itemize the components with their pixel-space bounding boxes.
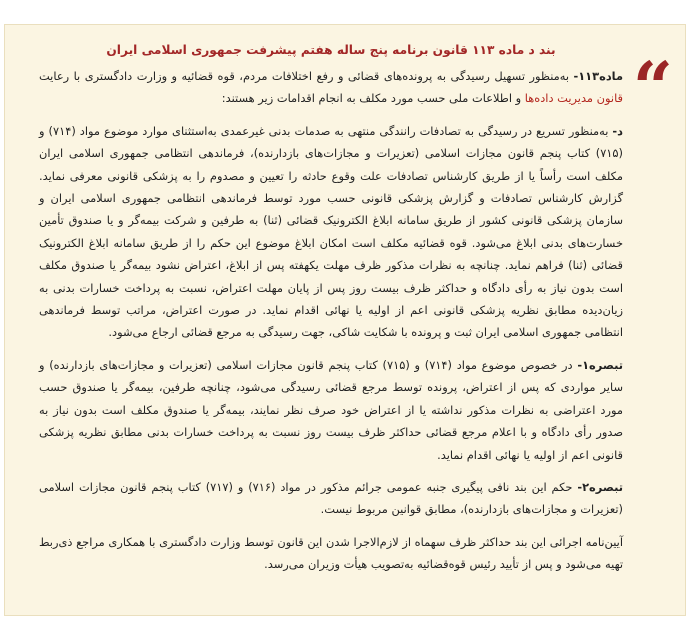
excerpt-content <box>39 39 623 586</box>
note-1 <box>39 354 623 466</box>
article-113-intro <box>39 65 623 110</box>
article-113-text: به‌منظور تسهیل رسیدگی به پرونده‌های قضائی و رفع اختلافات مردم، قوه قضائیه و وزارت دادگستری با رعایت <box>39 69 574 83</box>
data-management-law-link[interactable]: قانون مدیریت داده‌ها <box>524 91 623 106</box>
law-excerpt-card <box>4 24 686 616</box>
article-113-label: ماده۱۱۳- <box>573 69 623 83</box>
excerpt-title: بند د ماده ۱۱۳ قانون برنامه پنج ساله هفتم پیشرفت جمهوری اسلامی ایران <box>106 43 556 57</box>
clause-d <box>39 120 623 344</box>
double-quote-icon: “ <box>632 46 673 129</box>
note-2-label: تبصره۲- <box>577 479 623 494</box>
clause-d-text: به‌منظور تسریع در رسیدگی به تصادفات رانندگی منتهی به صدمات بدنی غیرعمدی به‌استثنای موارد موضوع مواد (۷۱۴) و (۷۱۵) کتاب پنجم قانون مجازات اسلامی (تعزیرات و مجازات‌های بازدارنده)، فرماندهی انتظامی جمهوری اسلامی ایران مکلف است رأساً یا از طریق کارشناس تصادفات علت وقوع حادثه را تعیین و مصدوم را به پزشکی قانونی معرفی نماید. گزارش کارشناس تصادفات و گزارش پزشکی قانونی حسب مورد توسط فرماندهی انتظامی جمهوری اسلامی ایران و سازمان پزشکی قانونی کشور از طریق سامانه ابلاغ الکترونیک قضائی (ثنا) به طرفین و شرکت بیمه‌گر و یا صندوق تأمین خسارت‌های بدنی ابلاغ می‌شود. قوه قضائیه مکلف است امکان ابلاغ موضوع این حکم را از طریق سامانه ابلاغ الکترونیک قضائی (ثنا) فراهم نماید. چنانچه به نظرات مذکور ظرف مهلت یکهفته پس از ابلاغ، اعتراض نشود بیمه‌گر یا صندوق مکلف است بدون نیاز به رأی دادگاه و حداکثر ظرف بیست روز پس از پایان مهلت اعتراض، نسبت به پرداخت خسارات بدنی به زیان‌دیده مطابق نظریه پزشکی قانونی اعم از اولیه یا نهائی اقدام نماید. در صورت اعتراض، مراتب توسط فرماندهی انتظامی جمهوری اسلامی ایران ثبت و پرونده با شکایت شاکی، جهت رسیدگی به مرجع قضائی ارجاع می‌شود. <box>39 123 623 340</box>
article-113-text-end: و اطلاعات ملی حسب مورد مکلف به انجام اقدامات زیر هستند: <box>221 91 525 106</box>
note-2 <box>39 476 623 521</box>
note-1-label: تبصره۱- <box>577 357 623 372</box>
clause-d-label: د- <box>612 123 623 138</box>
note-2-text: حکم این بند نافی پیگیری جنبه عمومی جرائم مذکور در مواد (۷۱۶) و (۷۱۷) کتاب پنجم قانون مجازات اسلامی (تعزیرات و مجازات‌های بازدارنده)، مطابق قوانین مربوط نیست. <box>39 479 623 517</box>
closing-paragraph: آیین‌نامه اجرائی این بند حداکثر ظرف سهماه از لازم‌الاجرا شدن این قانون توسط وزارت دادگستری با همکاری مراجع ذی‌ربط تهیه می‌شود و پس از تأیید رئیس قوه‌قضائیه به‌تصویب هیأت وزیران می‌رسد. <box>39 534 623 572</box>
note-1-text: در خصوص موضوع مواد (۷۱۴) و (۷۱۵) کتاب پنجم قانون مجازات اسلامی (تعزیرات و مجازات‌های بازدارنده) و سایر مواردی که پس از اعتراض، پرونده توسط مرجع قضائی رسیدگی می‌شود، چنانچه طرفین، بیمه‌گر یا صندوق حسب مورد اعتراضی به نظرات مذکور نداشته یا از اعتراض خود صرف نظر نمایند، بیمه‌گر یا صندوق مکلف است بدون نیاز به صدور رأی دادگاه و با اعلام مرجع قضائی حداکثر ظرف بیست روز نسبت به پرداخت خسارات بدنی مطابق نظریه پزشکی قانونی اعم از اولیه یا نهائی اقدام نماید. <box>39 357 623 462</box>
